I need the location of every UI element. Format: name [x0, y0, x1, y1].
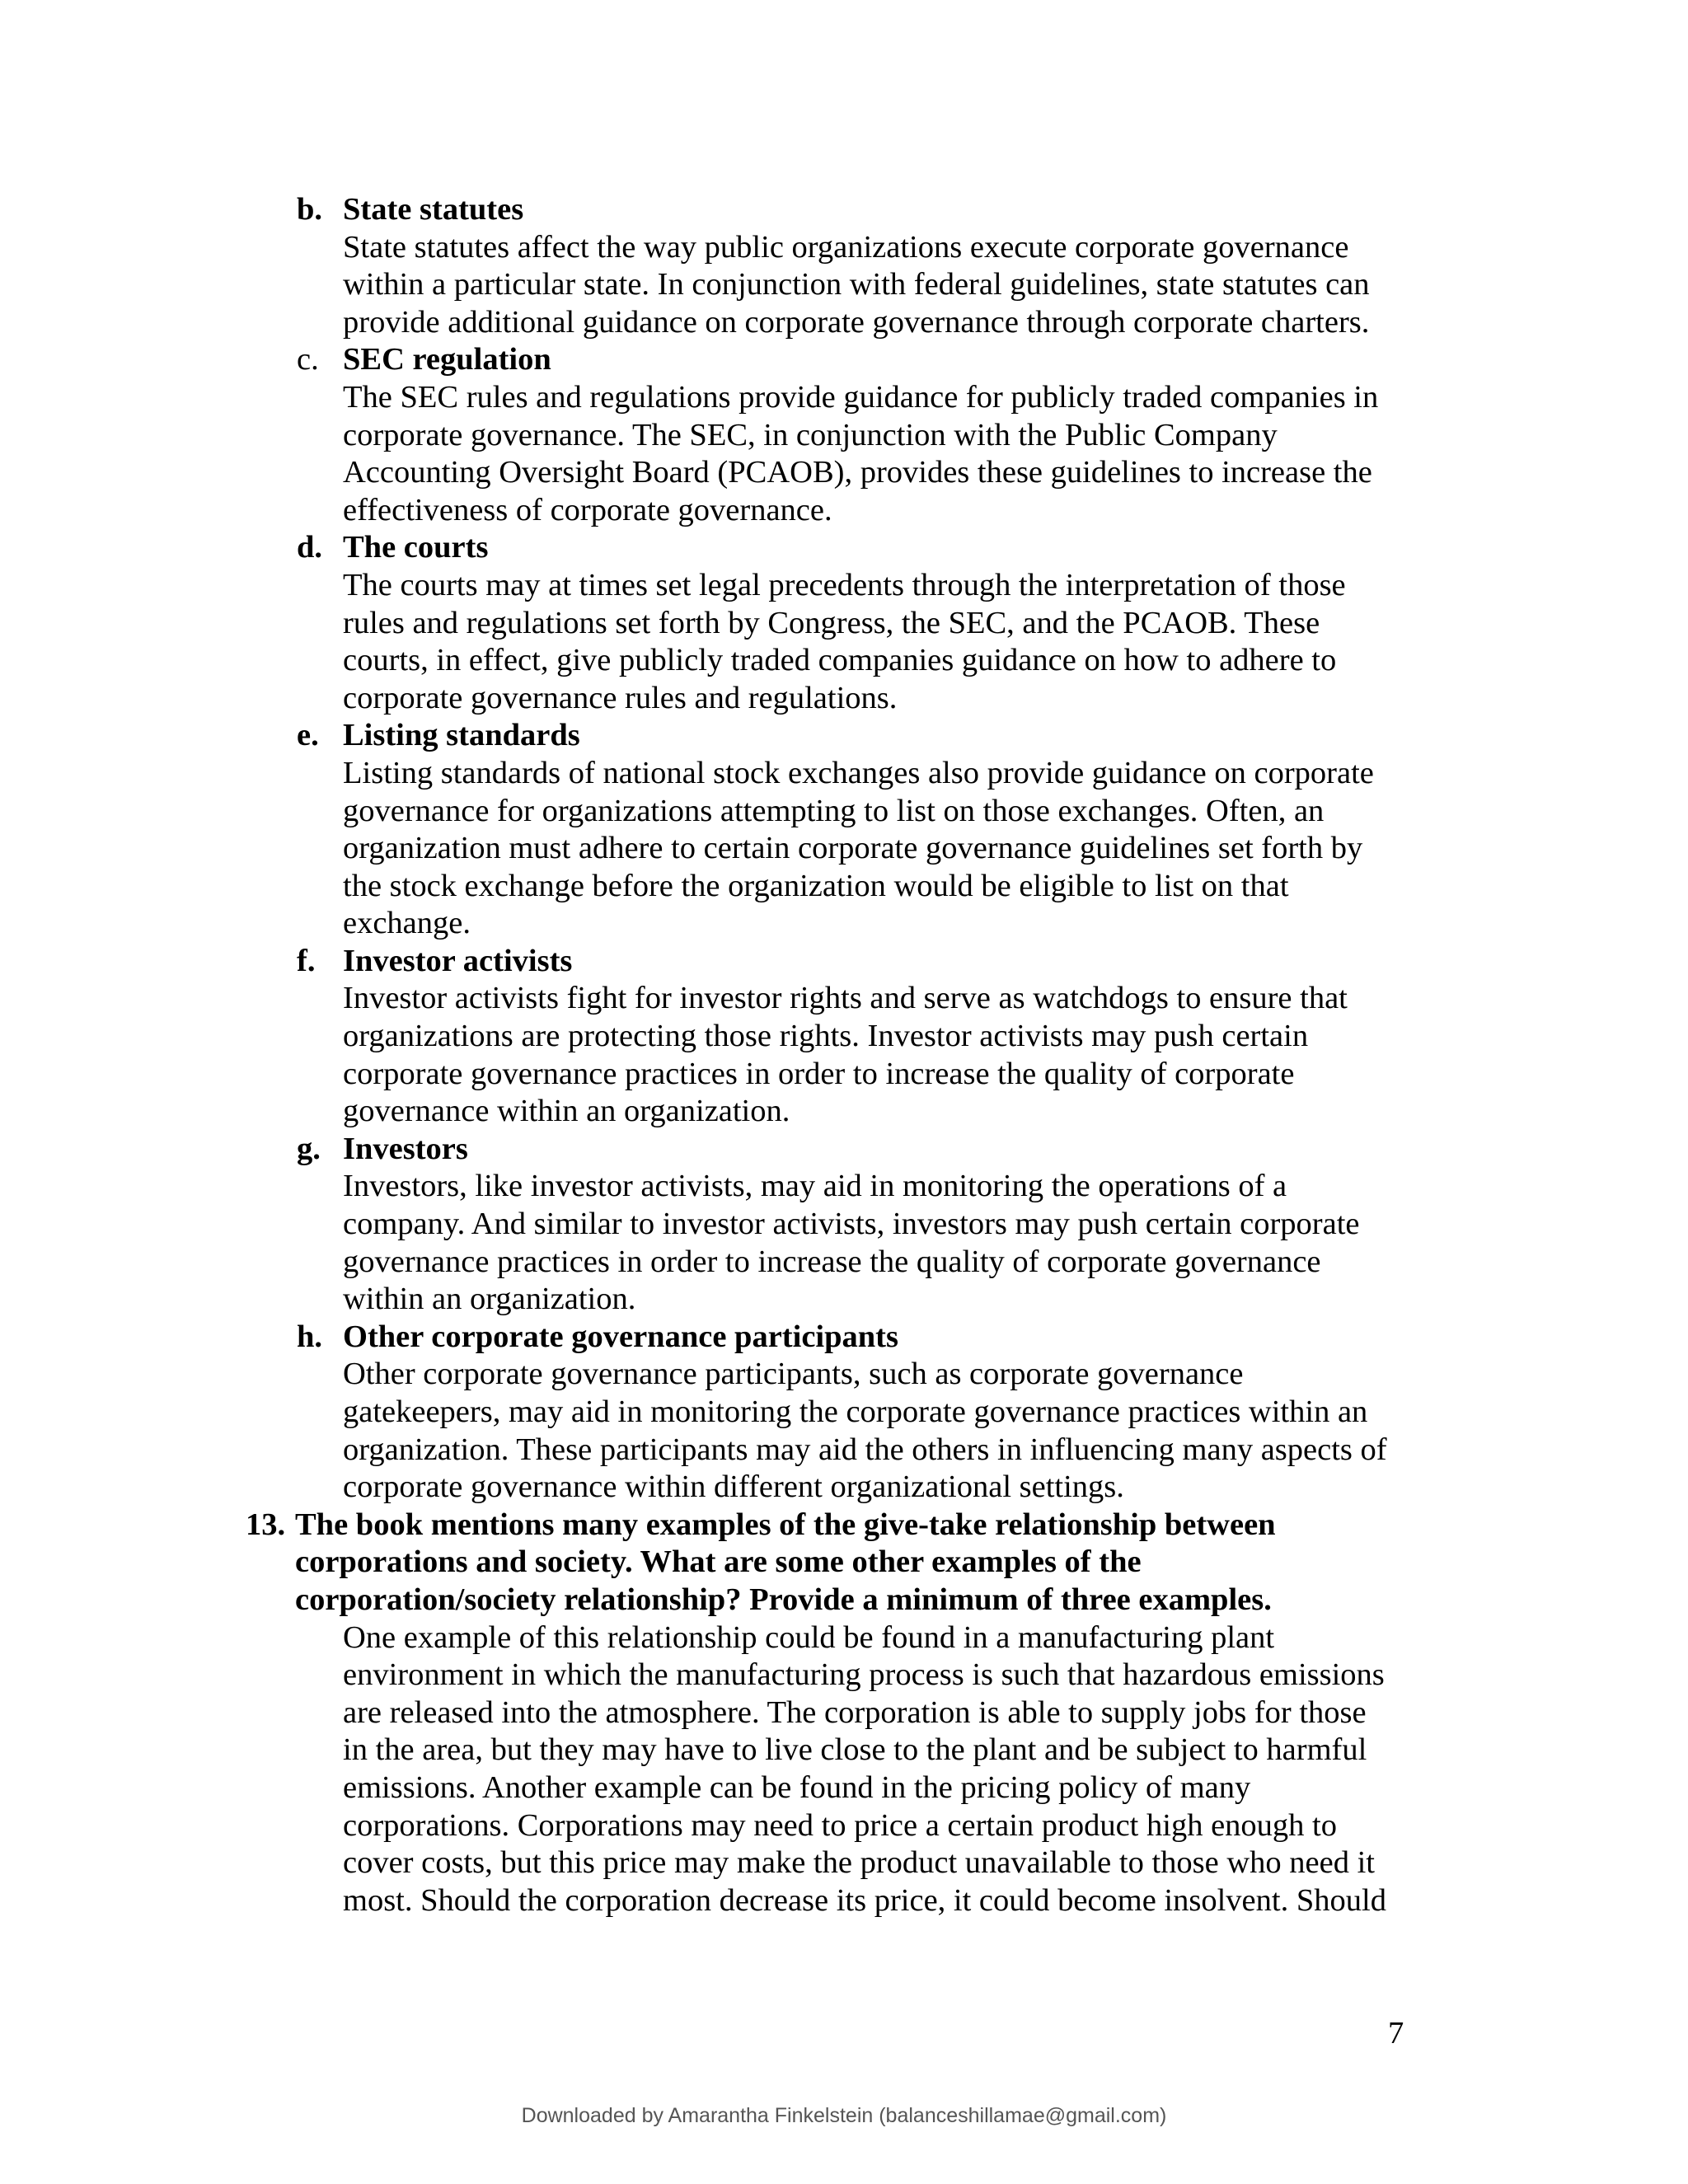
list-item-heading: Listing standards	[343, 718, 580, 753]
list-marker: h.	[297, 1319, 323, 1354]
list-item-heading: Investors	[343, 1131, 468, 1166]
question-13	[0, 1507, 1688, 1920]
list-marker: g.	[297, 1131, 321, 1166]
text-line: exchange.	[343, 906, 471, 941]
list-item-listing-standards	[0, 717, 1688, 943]
text-line: Investors, like investor activists, may aid in monitoring the operations of a	[343, 1169, 1287, 1204]
text-line: courts, in effect, give publicly traded companies guidance on how to adhere to	[343, 643, 1337, 678]
text-line: most. Should the corporation decrease its price, it could become insolvent. Should	[343, 1882, 1386, 1918]
list-item-state-statutes	[0, 191, 1688, 341]
text-line: Investor activists fight for investor rights and serve as watchdogs to ensure that	[343, 981, 1348, 1016]
download-footer: Downloaded by Amarantha Finkelstein (balanceshillamae@gmail.com)	[521, 2104, 1167, 2127]
text-line: in the area, but they may have to live close to the plant and be subject to harmful	[343, 1732, 1367, 1768]
text-line: governance within an organization.	[343, 1094, 790, 1129]
list-marker: b.	[297, 192, 323, 227]
text-line: State statutes affect the way public organizations execute corporate governance	[343, 229, 1349, 265]
text-line: environment in which the manufacturing process is such that hazardous emissions	[343, 1657, 1385, 1693]
text-line: within a particular state. In conjunction with federal guidelines, state statutes can	[343, 267, 1370, 302]
text-line: governance practices in order to increase the quality of corporate governance	[343, 1244, 1321, 1279]
text-line: the stock exchange before the organization would be eligible to list on that	[343, 868, 1289, 903]
text-line: organizations are protecting those rights. Investor activists may push certain	[343, 1019, 1309, 1054]
text-line: gatekeepers, may aid in monitoring the corporate governance practices within an	[343, 1394, 1368, 1429]
text-line: corporate governance practices in order to increase the quality of corporate	[343, 1056, 1295, 1091]
list-marker: c.	[297, 342, 319, 377]
list-item-heading: SEC regulation	[343, 342, 551, 377]
text-line: organization must adhere to certain corporate governance guidelines set forth by	[343, 831, 1363, 866]
list-item-heading: Investor activists	[343, 943, 573, 978]
text-line: rules and regulations set forth by Congress, the SEC, and the PCAOB. These	[343, 605, 1320, 640]
text-line: corporate governance within different organizational settings.	[343, 1469, 1124, 1505]
list-item-the-courts	[0, 529, 1688, 717]
page-number: 7	[1388, 2016, 1404, 2050]
text-line: The SEC rules and regulations provide guidance for publicly traded companies in	[343, 379, 1379, 415]
question-line: corporations and society. What are some other examples of the	[295, 1544, 1142, 1580]
text-line: company. And similar to investor activists, investors may push certain corporate	[343, 1207, 1360, 1242]
list-marker: e.	[297, 718, 319, 753]
text-line: within an organization.	[343, 1282, 636, 1317]
list-item-heading: State statutes	[343, 192, 524, 227]
text-line: Listing standards of national stock exchanges also provide guidance on corporate	[343, 755, 1374, 790]
text-line: The courts may at times set legal precedents through the interpretation of those	[343, 567, 1346, 602]
text-line: corporate governance rules and regulations.	[343, 680, 898, 715]
list-item-investors	[0, 1131, 1688, 1319]
text-line: emissions. Another example can be found in the pricing policy of many	[343, 1769, 1251, 1805]
list-item-heading: The courts	[343, 530, 489, 565]
list-marker: d.	[297, 530, 323, 565]
list-item-heading: Other corporate governance participants	[343, 1319, 898, 1354]
list-item-investor-activists	[0, 943, 1688, 1131]
question-line: corporation/society relationship? Provide a minimum of three examples.	[295, 1582, 1272, 1617]
list-item-sec-regulation	[0, 341, 1688, 529]
text-line: One example of this relationship could be found in a manufacturing plant	[343, 1619, 1275, 1655]
text-line: provide additional guidance on corporate governance through corporate charters.	[343, 304, 1370, 340]
text-line: governance for organizations attempting to list on those exchanges. Often, an	[343, 793, 1325, 828]
text-line: are released into the atmosphere. The corporation is able to supply jobs for those	[343, 1694, 1367, 1730]
text-line: Other corporate governance participants, such as corporate governance	[343, 1357, 1244, 1392]
text-line: organization. These participants may aid the others in influencing many aspects of	[343, 1432, 1387, 1467]
text-line: effectiveness of corporate governance.	[343, 492, 832, 527]
text-line: cover costs, but this price may make the product unavailable to those who need it	[343, 1845, 1375, 1881]
list-marker: f.	[297, 943, 316, 978]
text-line: Accounting Oversight Board (PCAOB), provides these guidelines to increase the	[343, 455, 1372, 490]
question-line: The book mentions many examples of the give-take relationship between	[295, 1507, 1276, 1542]
text-line: corporations. Corporations may need to price a certain product high enough to	[343, 1807, 1337, 1843]
text-line: corporate governance. The SEC, in conjunction with the Public Company	[343, 417, 1278, 452]
answer-paragraph	[0, 1619, 1688, 1920]
list-item-other-participants	[0, 1319, 1688, 1507]
question-number: 13.	[246, 1507, 286, 1542]
page-content	[0, 191, 1688, 1919]
